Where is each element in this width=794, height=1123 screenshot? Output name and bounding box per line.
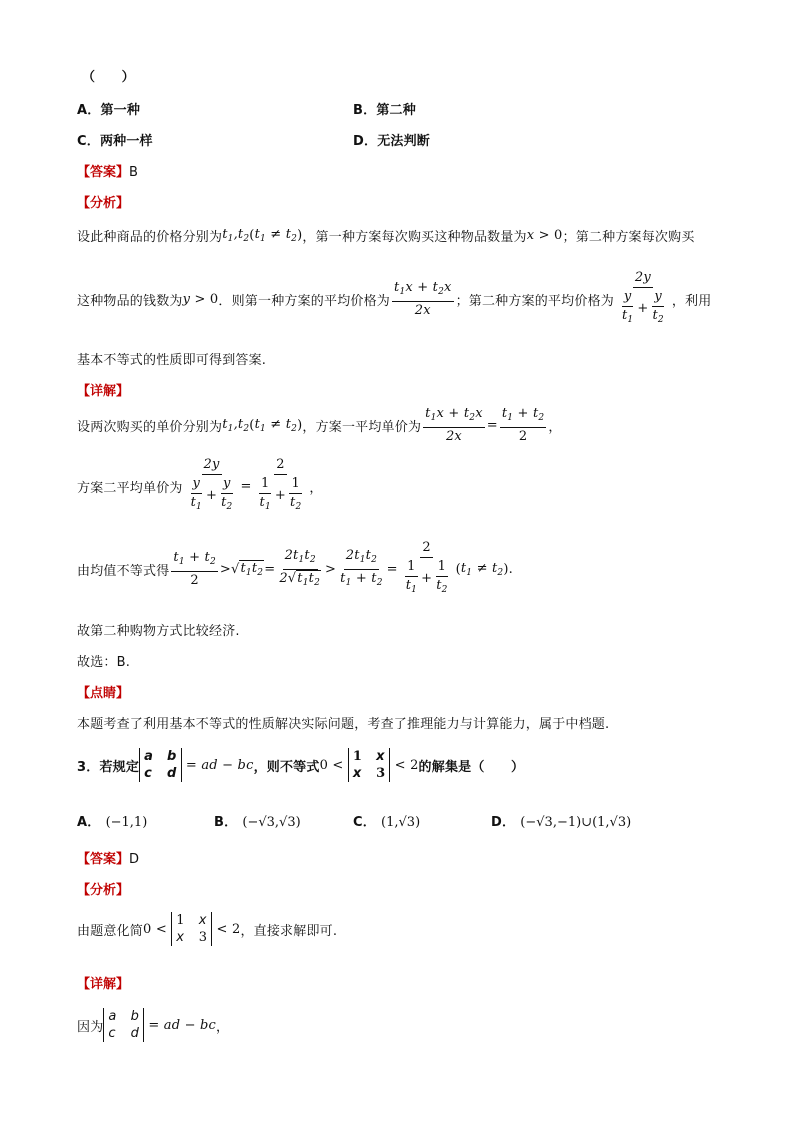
q3-answer-value: D bbox=[129, 852, 140, 867]
question-paren: （ ） bbox=[82, 70, 135, 85]
option-d: D．无法判断 bbox=[353, 134, 431, 149]
detail-line-4: 故第二种购物方式比较经济. bbox=[77, 624, 240, 639]
q3-analysis-label: 【分析】 bbox=[77, 883, 130, 898]
answer-label: 【答案】B bbox=[77, 165, 138, 180]
q3-analysis-line: 由题意化简 0 < 1 x x 3 < 2 ，直接求解即可. bbox=[77, 913, 338, 945]
analysis-line-3: 基本不等式的性质即可得到答案. bbox=[77, 353, 267, 368]
analysis-line-2: 这种物品的钱数为 y > 0 ．则第一种方案的平均价格为 $\frac{t_1x + t_2x}{2x}$ ；第二种方案的平均价格为 2y $\frac{y}{t_1}$ + $\frac{y}{t_2}$ ，利用 bbox=[77, 270, 712, 325]
detail-line-3: 由均值不等式得 $\frac{t_1 + t_2}{2}$ > √ $t_1t_2$ = $\frac{2t_1t_2}{2√t_1t_2}$ > $\frac{2t_1t_2}{t_1 + t_2}$ = 2 $\frac{1}{t_1}$ + $\frac{1}{t_2}$ ( $t_1 \ne t_2$ ). bbox=[77, 540, 513, 595]
comment-label: 【点睛】 bbox=[77, 686, 130, 701]
q3-option-c: C． (1,√3) bbox=[353, 815, 421, 830]
answer-value: B bbox=[129, 165, 138, 180]
comment-text: 本题考查了利用基本不等式的性质解决实际问题，考查了推理能力与计算能力，属于中档题. bbox=[77, 717, 610, 732]
question-3-stem: 3． 若规定 a b c d = ad − bc ，则不等式 0 < 1 x x 3 < 2 的解集是（ ） bbox=[77, 749, 525, 781]
option-c: C．两种一样 bbox=[77, 134, 153, 149]
option-a: A．第一种 bbox=[77, 103, 141, 118]
q3-detail-label: 【详解】 bbox=[77, 977, 130, 992]
q3-option-b: B． (−√3,√3) bbox=[214, 815, 301, 830]
analysis-label: 【分析】 bbox=[77, 196, 130, 211]
q3-option-a: A． (−1,1) bbox=[77, 815, 148, 830]
q3-answer-label: 【答案】D bbox=[77, 852, 140, 867]
q3-detail-line: 因为 a b c d = ad − bc ， bbox=[77, 1009, 230, 1041]
option-b: B．第二种 bbox=[353, 103, 416, 118]
detail-line-2: 方案二平均单价为 2y $\frac{y}{t_1}$ + $\frac{y}{t_2}$ = 2 $\frac{1}{t_1}$ + $\frac{1}{t_2}$ ， bbox=[77, 457, 323, 512]
q3-option-d: D． (−√3,−1)∪(1,√3) bbox=[491, 815, 632, 830]
detail-line-5: 故选：B. bbox=[77, 655, 131, 670]
detail-label: 【详解】 bbox=[77, 384, 130, 399]
analysis-line-1: 设此种商品的价格分别为 $t_1,t_2$ ( $t_1 \ne t_2$ ) ，第一种方案每次购买这种物品数量为 x > 0 ；第二种方案每次购买 bbox=[77, 227, 695, 245]
detail-line-1: 设两次购买的单价分别为 $t_1,t_2$ ( $t_1 \ne t_2$ ) ，方案一平均单价为 $\frac{t_1x + t_2x}{2x}$ = $\frac{t_1 + t_2}{2}$ ， bbox=[77, 406, 562, 444]
